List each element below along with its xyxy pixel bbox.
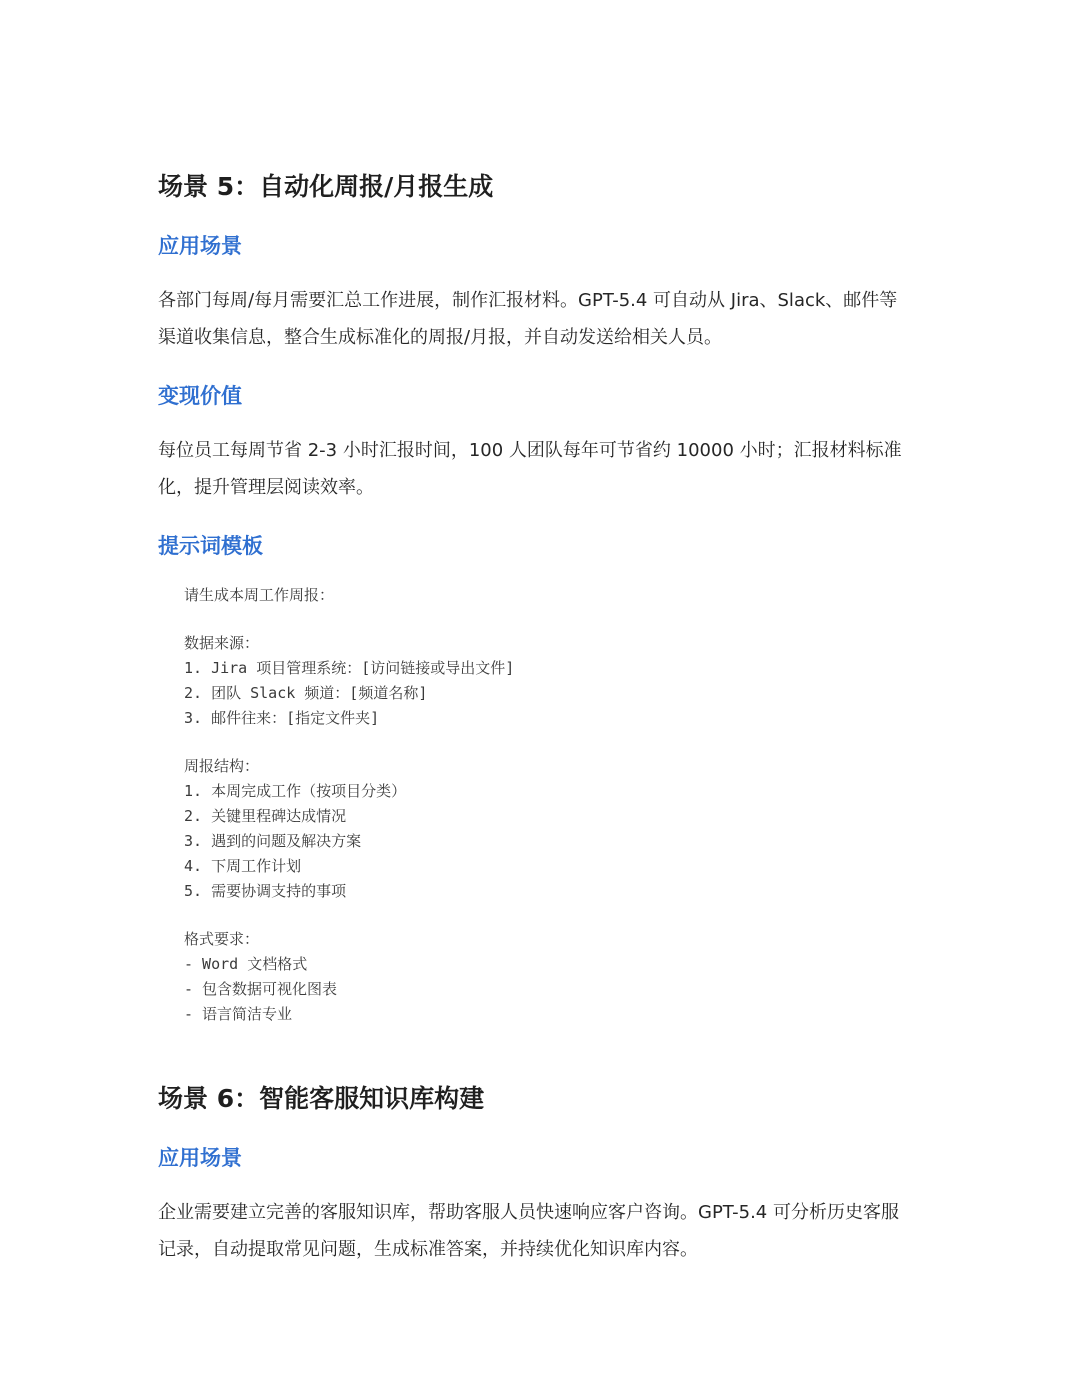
prompt-line: 数据来源： xyxy=(184,634,260,652)
prompt-line: - 包含数据可视化图表 xyxy=(184,980,338,998)
prompt-line: 周报结构： xyxy=(184,757,260,775)
prompt-line: - 语言简洁专业 xyxy=(184,1005,293,1023)
section6-title: 场景 6：智能客服知识库构建 xyxy=(158,1084,485,1113)
paragraph-line: 企业需要建立完善的客服知识库，帮助客服人员快速响应客户咨询。GPT-5.4 可分析历史客服 xyxy=(158,1202,899,1223)
paragraph-line: 渠道收集信息，整合生成标准化的周报/月报，并自动发送给相关人员。 xyxy=(158,327,723,348)
section6-scenario-heading: 应用场景 xyxy=(158,1146,242,1170)
prompt-line: 1. 本周完成工作（按项目分类） xyxy=(184,782,407,800)
prompt-line: 请生成本周工作周报： xyxy=(184,586,335,604)
paragraph-line: 化，提升管理层阅读效率。 xyxy=(158,477,374,498)
prompt-line: - Word 文档格式 xyxy=(184,955,308,973)
prompt-line: 1. Jira 项目管理系统：[访问链接或导出文件] xyxy=(184,659,515,677)
section5-scenario-paragraph xyxy=(158,282,928,356)
prompt-line: 2. 关键里程碑达成情况 xyxy=(184,807,347,825)
section5-prompt-heading: 提示词模板 xyxy=(158,534,263,558)
section5-scenario-heading: 应用场景 xyxy=(158,234,242,258)
prompt-line: 5. 需要协调支持的事项 xyxy=(184,882,347,900)
prompt-line: 3. 遇到的问题及解决方案 xyxy=(184,832,362,850)
prompt-line: 3. 邮件往来：[指定文件夹] xyxy=(184,709,380,727)
section6-scenario-paragraph xyxy=(158,1194,928,1268)
section5-title: 场景 5：自动化周报/月报生成 xyxy=(158,172,494,201)
prompt-line: 2. 团队 Slack 频道：[频道名称] xyxy=(184,684,428,702)
prompt-line: 4. 下周工作计划 xyxy=(184,857,302,875)
prompt-line: 格式要求： xyxy=(184,930,260,948)
paragraph-line: 各部门每周/每月需要汇总工作进展，制作汇报材料。GPT-5.4 可自动从 Jira、Slack、邮件等 xyxy=(158,290,898,311)
paragraph-line: 每位员工每周节省 2-3 小时汇报时间，100 人团队每年可节省约 10000 小时；汇报材料标准 xyxy=(158,440,902,461)
section5-value-heading: 变现价值 xyxy=(158,384,242,408)
section5-value-paragraph xyxy=(158,432,928,506)
paragraph-line: 记录，自动提取常见问题，生成标准答案，并持续优化知识库内容。 xyxy=(158,1239,698,1260)
